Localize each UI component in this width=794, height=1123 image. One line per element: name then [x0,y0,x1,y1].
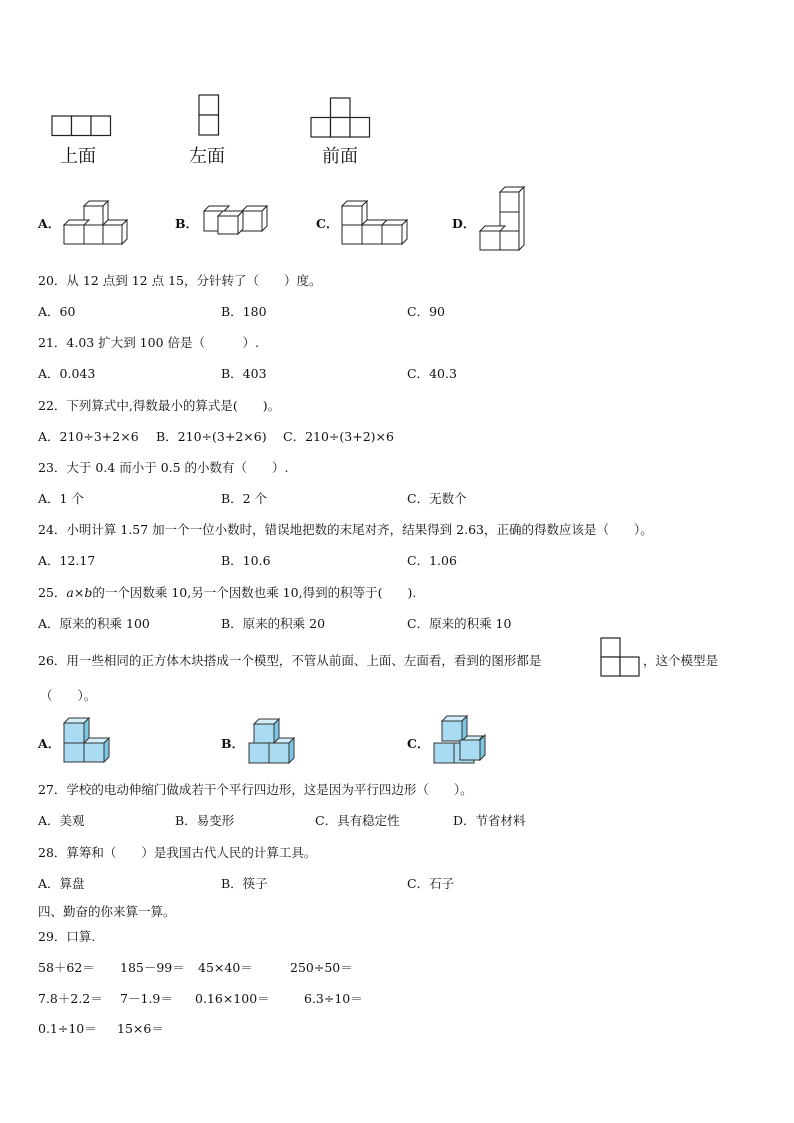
q29-item: 15×6＝ [117,1021,164,1036]
q23-option-a[interactable]: A．1 个 [38,491,84,506]
q22-option-a[interactable]: A．210÷3+2×6 [38,429,139,444]
q22-option-c[interactable]: C．210÷(3+2)×6 [283,429,394,444]
q29-item: 7－1.9＝ [120,991,173,1006]
left-view-figure [199,95,221,137]
q19-option-d[interactable]: D． [452,216,476,231]
q25-option-b[interactable]: B．原来的积乘 20 [221,616,326,631]
q25-number: 25． [38,585,67,600]
q19-option-a-model [64,200,130,245]
q20-option-b[interactable]: B．180 [221,304,267,319]
q28-option-a[interactable]: A．算盘 [38,876,85,891]
q25-rest: 的一个因数乘 10,另一个因数也乘 10,得到的积等于( ). [92,585,417,600]
q23-stem: 23．大于 0.4 而小于 0.5 的小数有（ ）. [38,460,289,475]
q24-option-a[interactable]: A．12.17 [38,553,96,568]
q25-option-a[interactable]: A．原来的积乘 100 [38,616,150,631]
q29-item: 6.3÷10＝ [304,991,363,1006]
q21-stem: 21．4.03 扩大到 100 倍是（ ）. [38,335,259,350]
section-heading: 四、勤奋的你来算一算。 [38,904,176,919]
q26-stem: 26．用一些相同的正方体木块搭成一个模型，不管从前面、上面、左面看，看到的图形都是 [38,653,542,668]
q23-option-c[interactable]: C．无数个 [407,491,467,506]
q26-option-b[interactable]: B． [221,736,245,751]
q20-option-a[interactable]: A．60 [38,304,76,319]
q28-stem: 28．算筹和（ ）是我国古代人民的计算工具。 [38,845,317,860]
front-view-figure [311,98,373,140]
q26-option-a-model [64,718,112,764]
q25-times: × [73,585,85,600]
q25-var-b: b [84,585,93,600]
q25-option-c[interactable]: C．原来的积乘 10 [407,616,512,631]
q21-option-b[interactable]: B．403 [221,366,267,381]
q25-var-a: a [66,585,74,600]
q20-stem: 20．从 12 点到 12 点 15，分针转了（ ）度。 [38,273,322,288]
q24-option-c[interactable]: C．1.06 [407,553,457,568]
q29-item: 58＋62＝ [38,960,95,975]
top-view-figure [52,116,114,138]
q25-stem [38,583,416,601]
q21-option-a[interactable]: A．0.043 [38,366,96,381]
q19-option-d-model [480,186,528,252]
q19-option-c[interactable]: C． [316,216,339,231]
q29-item: 7.8＋2.2＝ [38,991,103,1006]
q29-item: 185－99＝ [120,960,185,975]
q26-option-b-model [249,718,297,766]
q27-option-b[interactable]: B．易变形 [175,813,235,828]
left-view-label: 左面 [189,146,225,167]
q19-option-b[interactable]: B． [175,216,199,231]
q29-item: 0.16×100＝ [195,991,270,1006]
q29-item: 0.1÷10＝ [38,1021,97,1036]
q29-item: 250÷50＝ [290,960,353,975]
q20-option-c[interactable]: C．90 [407,304,445,319]
q28-option-c[interactable]: C．石子 [407,876,455,891]
q26-stem-end: ，这个模型是 [643,653,719,668]
q19-option-c-model [342,200,408,245]
q27-option-c[interactable]: C．具有稳定性 [315,813,400,828]
q22-option-b[interactable]: B．210÷(3+2×6) [156,429,267,444]
q19-option-a[interactable]: A． [38,216,61,231]
q26-option-c-model [434,716,488,766]
q26-blank: （ ）。 [40,688,97,703]
q21-option-c[interactable]: C．40.3 [407,366,457,381]
front-view-label: 前面 [322,146,358,167]
q23-option-b[interactable]: B．2 个 [221,491,268,506]
q27-stem: 27．学校的电动伸缩门做成若干个平行四边形，这是因为平行四边形（ ）。 [38,782,473,797]
q27-option-d[interactable]: D．节省材料 [453,813,526,828]
q27-option-a[interactable]: A．美观 [38,813,85,828]
q19-option-b-model [204,206,270,236]
q29-stem: 29．口算. [38,929,96,944]
q22-stem: 22．下列算式中,得数最小的算式是( )。 [38,398,281,413]
q26-view-figure [601,638,641,678]
q26-option-c[interactable]: C． [407,736,430,751]
q28-option-b[interactable]: B．筷子 [221,876,268,891]
q24-option-b[interactable]: B．10.6 [221,553,271,568]
top-view-label: 上面 [60,146,96,167]
q29-item: 45×40＝ [198,960,253,975]
q24-stem: 24．小明计算 1.57 加一个一位小数时，错误地把数的末尾对齐，结果得到 2.63，正确的得数应该是（ ）。 [38,522,653,537]
q26-option-a[interactable]: A． [38,736,61,751]
